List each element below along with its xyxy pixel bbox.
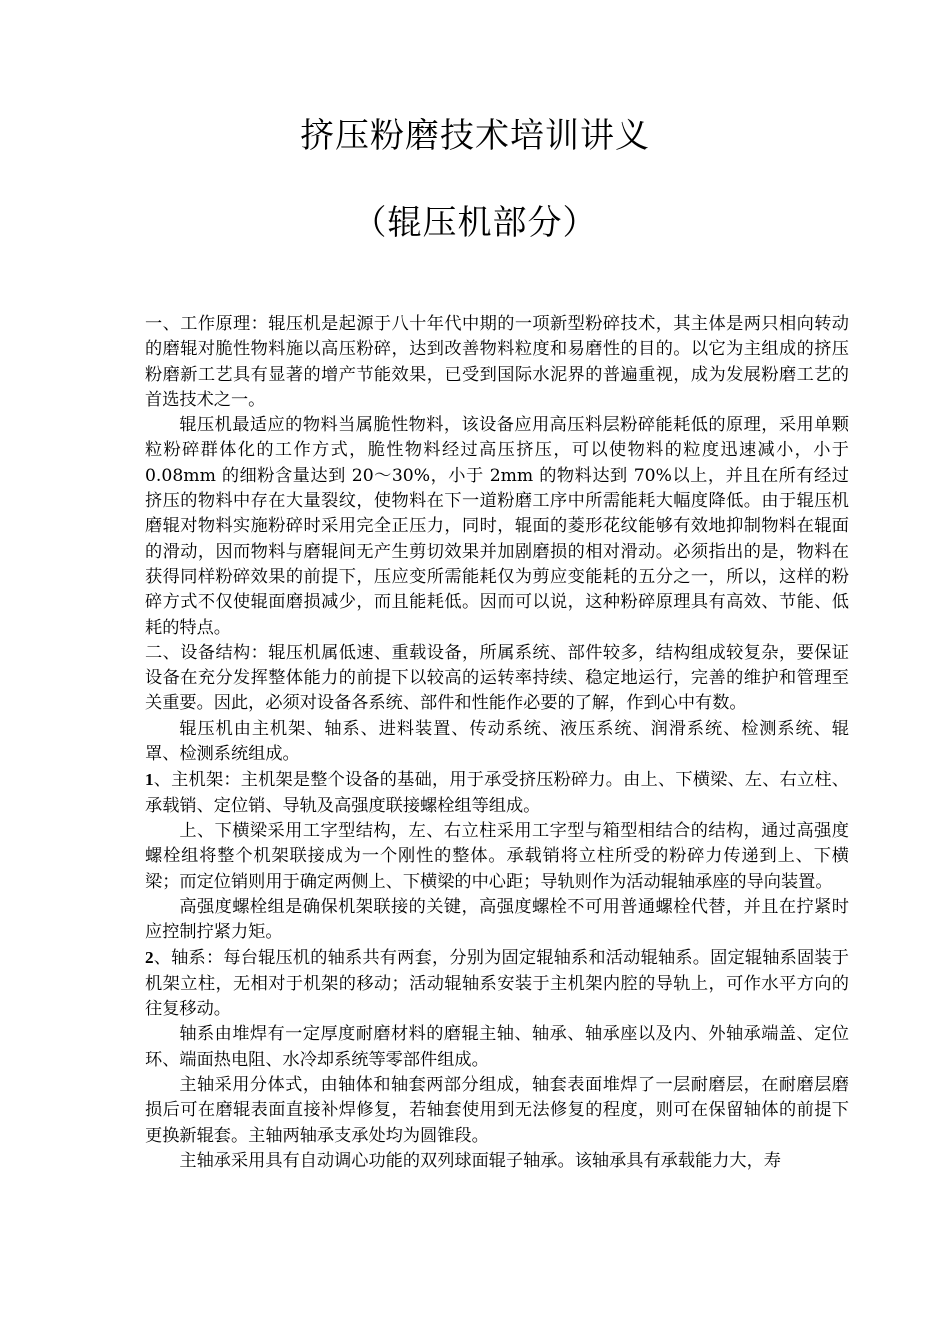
paragraph-text: 高强度螺栓组是确保机架联接的关键，高强度螺栓不可用普通螺栓代替，并且在拧紧时应控制拧紧力矩。 — [145, 896, 849, 943]
paragraph — [145, 895, 849, 946]
paragraph-text: 辊压机最适应的物料当属脆性物料，该设备应用高压料层粉碎能耗低的原理，采用单颗粒粉碎群体化的工作方式，脆性物料经过高压挤压，可以使物料的粒度迅速减小，小于 0.08mm 的细粉含量达到 20～30%，小于 2mm 的物料达到 70%以上，并且在所有经过挤压的物料中存在大量裂纹，使物料在下一道粉磨工序中所需能耗大幅度降低。由于辊压机磨辊对物料实施粉碎时采用完全正压力，同时，辊面的菱形花纹能够有效地抑制物料在辊面的滑动，因而物料与磨辊间无产生剪切效果并加剧磨损的相对滑动。必须指出的是，物料在获得同样粉碎效果的前提下，压应变所需能耗仅为剪应变能耗的五分之一，所以，这样的粉碎方式不仅使辊面磨损减少，而且能耗低。因而可以说，这种粉碎原理具有高效、节能、低耗的特点。 — [145, 415, 849, 638]
paragraph — [145, 945, 849, 1022]
paragraph — [145, 1022, 849, 1073]
section-number: 2 — [145, 948, 154, 968]
paragraph — [145, 641, 849, 717]
paragraph-text: 一、工作原理：辊压机是起源于八十年代中期的一项新型粉碎技术，其主体是两只相向转动的磨辊对脆性物料施以高压粉碎，达到改善物料粒度和易磨性的目的。以它为主组成的挤压粉磨新工艺具有显著的增产节能效果，已受到国际水泥界的普遍重视，成为发展粉磨工艺的首选技术之一。 — [145, 314, 849, 410]
paragraph — [145, 413, 849, 641]
paragraph-text: 、主机架：主机架是整个设备的基础，用于承受挤压粉碎力。由上、下横梁、左、右立柱、承载销、定位销、导轨及高强度联接螺栓组等组成。 — [145, 770, 849, 816]
paragraph-text: 主轴承采用具有自动调心功能的双列球面辊子轴承。该轴承具有承载能力大，寿 — [179, 1150, 781, 1171]
paragraph — [145, 717, 849, 768]
document-subtitle: （辊压机部分） — [352, 203, 598, 243]
paragraph-text: 辊压机由主机架、轴系、进料装置、传动系统、液压系统、润滑系统、检测系统、辊罩、检测系统组成。 — [145, 718, 849, 765]
paragraph — [145, 1149, 849, 1174]
paragraph-text: 二、设备结构：辊压机属低速、重载设备，所属系统、部件较多，结构组成较复杂，要保证设备在充分发挥整体能力的前提下以较高的运转率持续、稳定地运行，完善的维护和管理至关重要。因此，必须对设备各系统、部件和性能作必要的了解，作到心中有数。 — [145, 642, 849, 714]
paragraph — [145, 767, 849, 819]
paragraph-text: 上、下横梁采用工字型结构，左、右立柱采用工字型与箱型相结合的结构，通过高强度螺栓组将整个机架联接成为一个刚性的整体。承载销将立柱所受的粉碎力传递到上、下横梁；而定位销则用于确定两侧上、下横梁的中心距；导轨则作为活动辊轴承座的导向装置。 — [145, 820, 849, 892]
paragraph — [145, 819, 849, 895]
section-number: 1 — [145, 770, 154, 790]
paragraph — [145, 312, 849, 413]
paragraph-text: 、轴系：每台辊压机的轴系共有两套，分别为固定辊轴系和活动辊轴系。固定辊轴系固装于机架立柱，无相对于机架的移动；活动辊轴系安装于主机架内腔的导轨上，可作水平方向的往复移动。 — [145, 948, 849, 1020]
paragraph-text: 轴系由堆焊有一定厚度耐磨材料的磨辊主轴、轴承、轴承座以及内、外轴承端盖、定位环、端面热电阻、水冷却系统等零部件组成。 — [145, 1024, 849, 1070]
paragraph — [145, 1073, 849, 1149]
document-title: 挤压粉磨技术培训讲义 — [300, 116, 650, 156]
document-body — [145, 312, 849, 1174]
paragraph-text: 主轴采用分体式，由轴体和轴套两部分组成，轴套表面堆焊了一层耐磨层，在耐磨层磨损后可在磨辊表面直接补焊修复，若轴套使用到无法修复的程度，则可在保留轴体的前提下更换新辊套。主轴两轴承支承处均为圆锥段。 — [145, 1074, 849, 1146]
